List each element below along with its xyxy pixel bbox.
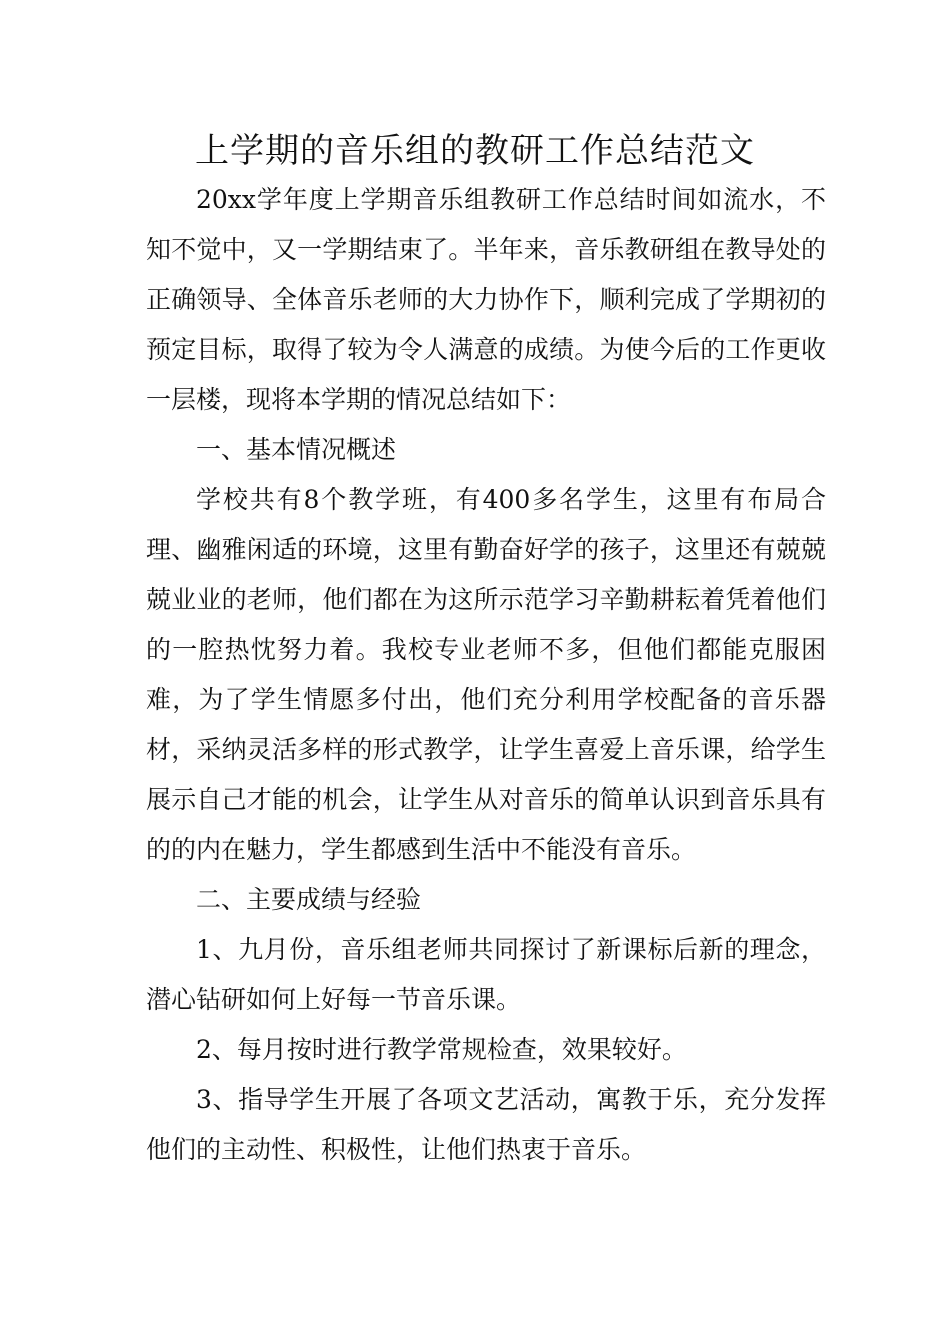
section-heading-main-achievements: 二、主要成绩与经验 bbox=[196, 885, 422, 914]
paragraph-basic-overview: 学校共有8个教学班，有400多名学生，这里有布局合理、幽雅闲适的环境，这里有勤奋好学的孩子，这里还有兢兢兢业业的老师，他们都在为这所示范学习辛勤耕耘着凭着他们的一腔热忱努力着。我校专业老师不多，但他们都能克服困难，为了学生情愿多付出，他们充分利用学校配备的音乐器材，采纳灵活多样的形式教学，让学生喜爱上音乐课，给学生展示自己才能的机会，让学生从对音乐的简单认识到音乐具有的的内在魅力，学生都感到生活中不能没有音乐。 bbox=[146, 485, 826, 864]
list-item-achievement-2: 2、每月按时进行教学常规检查，效果较好。 bbox=[196, 1035, 687, 1064]
paragraph-intro: 20xx学年度上学期音乐组教研工作总结时间如流水，不知不觉中，又一学期结束了。半年来，音乐教研组在教导处的正确领导、全体音乐老师的大力协作下，顺利完成了学期初的预定目标，取得了较为令人满意的成绩。为使今后的工作更收一层楼，现将本学期的情况总结如下： bbox=[146, 185, 826, 414]
list-item-achievement-1: 1、九月份，音乐组老师共同探讨了新课标后新的理念，潜心钻研如何上好每一节音乐课。 bbox=[146, 935, 826, 1014]
document-body bbox=[146, 175, 826, 1175]
list-item-achievement-3: 3、指导学生开展了各项文艺活动，寓教于乐，充分发挥他们的主动性、积极性，让他们热衷于音乐。 bbox=[146, 1085, 826, 1164]
section-heading-basic-overview: 一、基本情况概述 bbox=[196, 435, 397, 464]
document-title: 上学期的音乐组的教研工作总结范文 bbox=[195, 131, 755, 171]
